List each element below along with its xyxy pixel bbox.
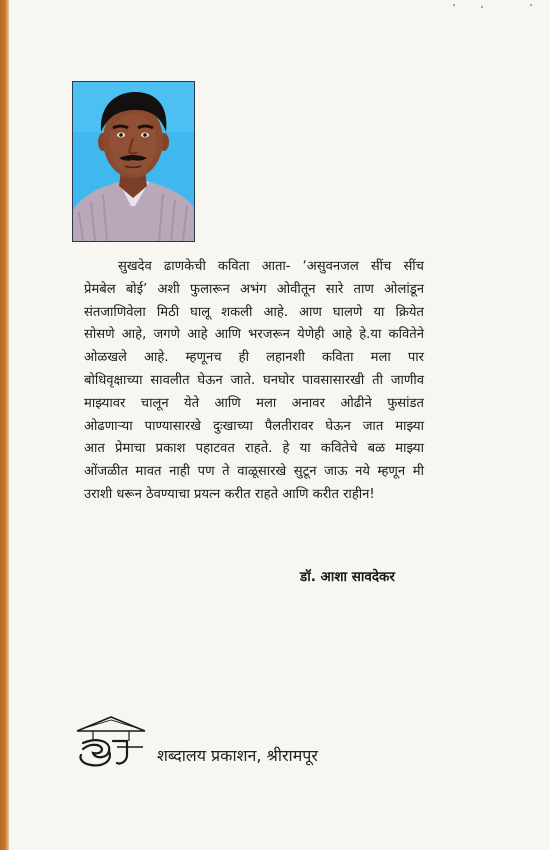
blurb-text <box>84 256 424 507</box>
blurb-line: बोधिवृक्षाच्या सावलीत घेऊन जाते. घनघोर पावसासारखी ती जाणीव <box>84 372 424 388</box>
blurb-signature: डॉ. आशा सावदेकर <box>300 569 395 585</box>
blurb-line: सोसणे आहे, जगणे आहे आणि भरजरून येणेही आहे हे.या कवितेने <box>84 327 424 343</box>
book-spine-edge <box>0 0 9 850</box>
author-portrait-icon <box>73 82 194 241</box>
blurb-line: ओंजळीत मावत नाही पण ते वाळूसारखे सुटून जाऊ नये म्हणून मी <box>84 464 424 480</box>
paper-speck <box>530 4 532 6</box>
blurb-line: आत प्रेमाचा प्रकाश पहाटवत राहते. हे या कवितेचे बळ माझ्या <box>84 441 424 457</box>
blurb-line: माझ्यावर चालून येते आणि मला अनावर ओढीने फुसांडत <box>84 395 424 411</box>
author-photo <box>72 81 195 242</box>
blurb-line: ओढणाऱ्या पाण्यासारखे दुःखाच्या पैलतीरावर घेऊन जात माझ्या <box>84 418 424 434</box>
publisher-imprint <box>73 713 363 773</box>
paper-speck <box>453 4 455 6</box>
paper-speck <box>481 6 483 8</box>
blurb-line: ओळखले आहे. म्हणूनच ही लहानशी कविता मला पार <box>84 350 424 366</box>
blurb-line: सुखदेव ढाणकेची कविता आता- ‘असुवनजल सींच सींच <box>118 259 424 274</box>
blurb-line: संतजाणिवेला मिठी घालू शकली आहे. आण घालणे या क्रियेत <box>84 304 424 320</box>
blurb-line: प्रेमबेल बोई’ अशी फुलारून अभंग ओवीतून सारे ताण ओलांडून <box>84 281 424 297</box>
publisher-name: शब्दालय प्रकाशन, श्रीरामपूर <box>157 746 318 765</box>
publisher-logo-icon <box>73 713 149 771</box>
blurb-line: उराशी धरून ठेवण्याचा प्रयत्न करीत राहते आणि करीत राहीन! <box>84 486 375 502</box>
